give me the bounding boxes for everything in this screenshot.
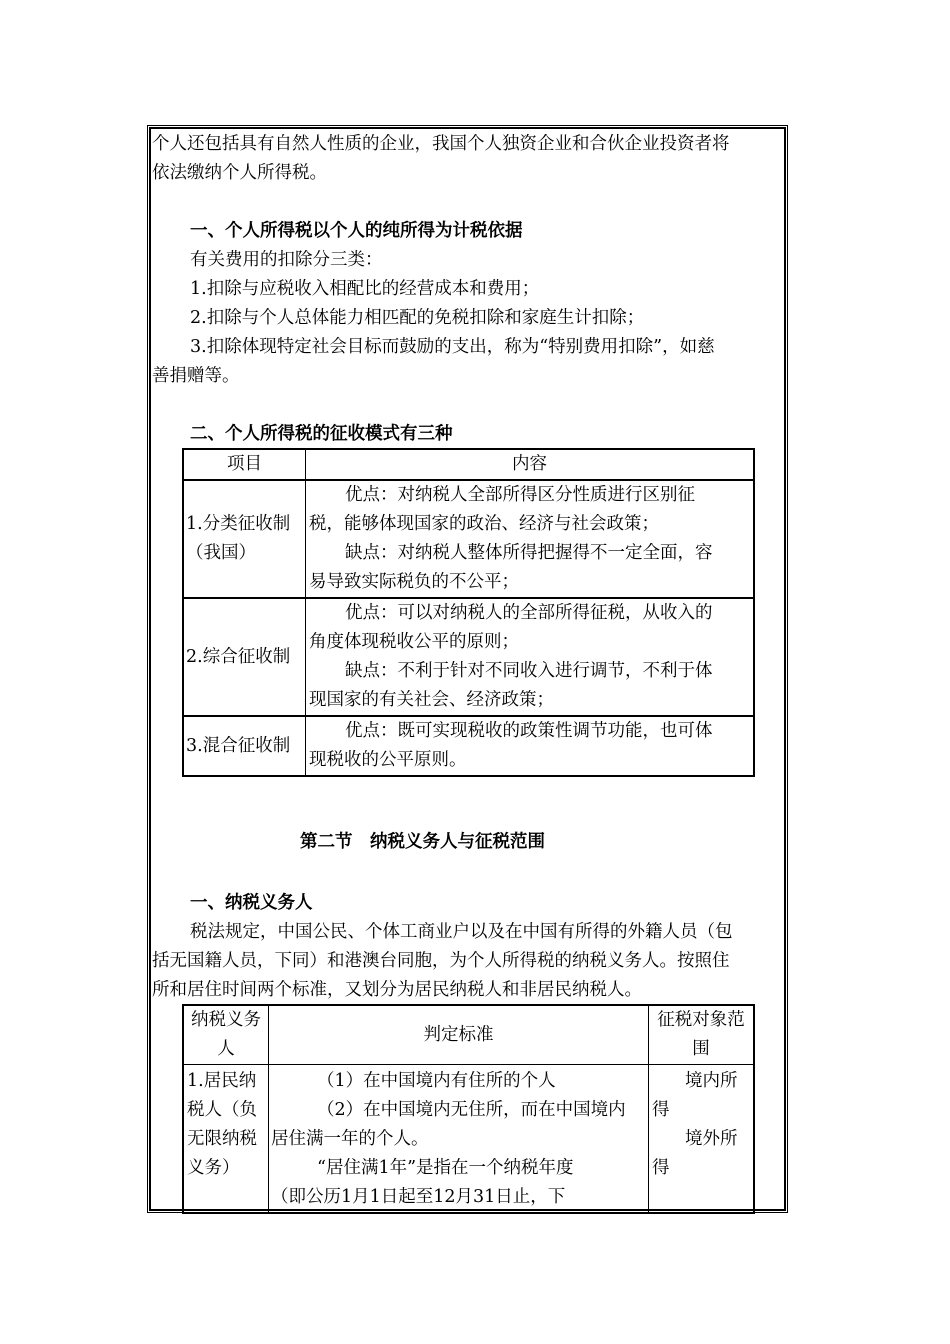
- cell-line: （2）在中国境内无住所，而在中国境内: [317, 1100, 626, 1120]
- section3-para-line-2: 括无国籍人员，下同）和港澳台同胞，为个人所得税的纳税义务人。按照住: [152, 951, 730, 971]
- cell-line: 义务）: [187, 1158, 240, 1178]
- cell-line: 无限纳税: [187, 1129, 257, 1149]
- section1-item-1: 1.扣除与应税收入相配比的经营成本和费用；: [190, 279, 540, 299]
- item-cell: [183, 598, 306, 716]
- header-line: 纳税义务: [191, 1010, 261, 1030]
- section1-item-3-cont: 善捐赠等。: [152, 366, 240, 386]
- header-line: 人: [217, 1039, 235, 1059]
- scope-cell: [649, 1065, 755, 1214]
- col-content-header: 内容: [306, 449, 755, 480]
- section3-para-line-1: 税法规定，中国公民、个体工商业户以及在中国有所得的外籍人员（包: [190, 922, 733, 942]
- chapter-title: 第二节 纳税义务人与征税范围: [300, 832, 545, 852]
- content-line: 现国家的有关社会、经济政策；: [309, 690, 554, 710]
- cell-line: 税人（负: [187, 1100, 257, 1120]
- content-line: 优点：对纳税人全部所得区分性质进行区别征: [345, 485, 695, 505]
- col-scope-header: [649, 1005, 755, 1065]
- taxpayer-cell: [183, 1065, 269, 1214]
- item-label: 2.综合征收制: [186, 646, 291, 667]
- table-row: [183, 598, 754, 716]
- content-line: 优点：可以对纳税人的全部所得征税，从收入的: [345, 603, 713, 623]
- content-cell: [306, 598, 755, 716]
- col-taxpayer-header: [183, 1005, 269, 1065]
- content-line: 缺点：不利于针对不同收入进行调节，不利于体: [345, 661, 713, 681]
- header-line: 征税对象范: [657, 1010, 745, 1030]
- content-line: 缺点：对纳税人整体所得把握得不一定全面，容: [345, 543, 713, 563]
- item-cell: [183, 480, 306, 598]
- cell-line: 居住满一年的个人。: [271, 1129, 429, 1149]
- content-cell: [306, 716, 755, 776]
- cell-line: 1.居民纳: [187, 1071, 257, 1091]
- intro-line-1: 个人还包括具有自然人性质的企业，我国个人独资企业和合伙企业投资者将: [152, 134, 730, 154]
- section1-heading: 一、个人所得税以个人的纯所得为计税依据: [190, 221, 523, 241]
- section3-heading: 一、纳税义务人: [190, 893, 313, 913]
- cell-line: 得: [652, 1100, 670, 1120]
- col-criteria-header: 判定标准: [269, 1005, 649, 1065]
- content-line: 优点：既可实现税收的政策性调节功能，也可体: [345, 721, 713, 741]
- header-line: 围: [692, 1039, 710, 1059]
- section1-lead: 有关费用的扣除分三类：: [190, 250, 383, 270]
- table-header-row: [183, 449, 754, 480]
- item-label: 1.分类征收制: [186, 514, 291, 534]
- cell-line: 境内所: [685, 1071, 738, 1091]
- taxpayer-table: [182, 1004, 755, 1214]
- content-line: 角度体现税收公平的原则；: [309, 632, 519, 652]
- table-row: [183, 1065, 754, 1214]
- cell-line: （1）在中国境内有住所的个人: [317, 1071, 556, 1091]
- criteria-cell: [269, 1065, 649, 1214]
- table-header-row: [183, 1005, 754, 1065]
- table-row: [183, 480, 754, 598]
- collection-modes-table: [182, 448, 755, 777]
- section1-item-2: 2.扣除与个人总体能力相匹配的免税扣除和家庭生计扣除；: [190, 308, 645, 328]
- item-note: （我国）: [186, 543, 256, 563]
- cell-line: 境外所: [685, 1129, 738, 1149]
- content-line: 现税收的公平原则。: [309, 750, 467, 770]
- col-item-header: 项目: [183, 449, 306, 480]
- cell-line: 得: [652, 1158, 670, 1178]
- item-label: 3.混合征收制: [186, 735, 291, 756]
- section2-heading: 二、个人所得税的征收模式有三种: [190, 424, 453, 444]
- table-row: [183, 716, 754, 776]
- content-line: 易导致实际税负的不公平；: [309, 572, 519, 592]
- section3-para-line-3: 所和居住时间两个标准，又划分为居民纳税人和非居民纳税人。: [152, 980, 642, 1000]
- cell-line: “居住满1年”是指在一个纳税年度: [317, 1158, 574, 1178]
- content-line: 税，能够体现国家的政治、经济与社会政策；: [309, 514, 659, 534]
- item-cell: [183, 716, 306, 776]
- section1-item-3: 3.扣除体现特定社会目标而鼓励的支出，称为“特别费用扣除”，如慈: [190, 337, 715, 357]
- content-cell: [306, 480, 755, 598]
- cell-line: （即公历1月1日起至12月31日止，下: [271, 1187, 566, 1207]
- intro-line-2: 依法缴纳个人所得税。: [152, 163, 327, 183]
